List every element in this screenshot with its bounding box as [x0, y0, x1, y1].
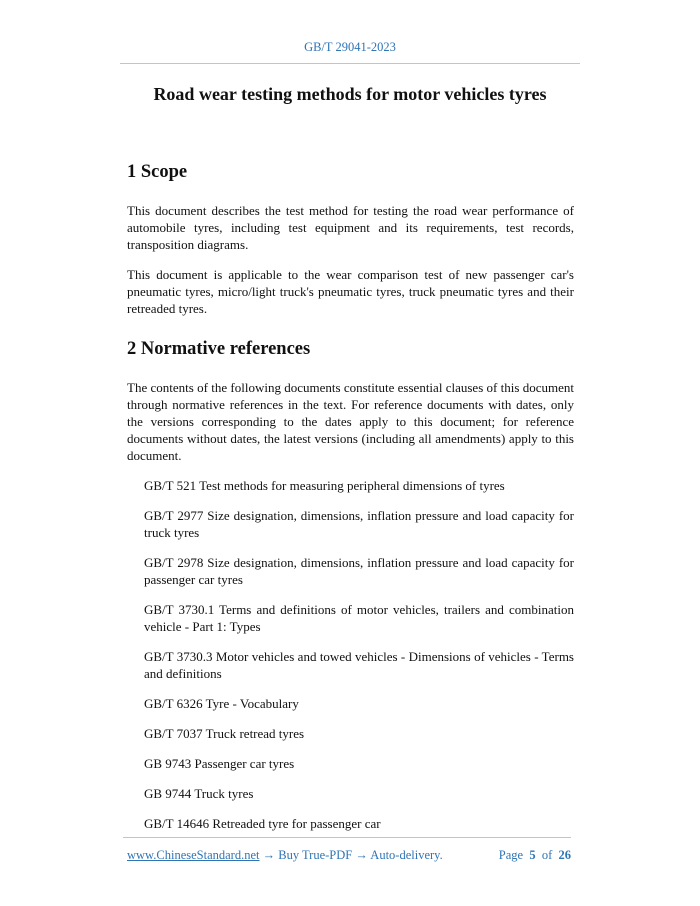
page-current-number: 5: [529, 848, 536, 862]
page-of-label: of: [541, 848, 553, 862]
footer-promo-text: → Buy True-PDF → Auto-delivery.: [259, 848, 443, 862]
reference-item: GB/T 521 Test methods for measuring peripheral dimensions of tyres: [144, 478, 505, 493]
header-doc-code: GB/T 29041-2023: [304, 40, 396, 54]
normative-intro-paragraph: The contents of the following documents constitute essential clauses of this document through normative references in the text. For reference documents with dates, only the versions corresponding to the dates apply to this document; for reference documents without dates, the latest versions (including all amendments) apply to this document.: [127, 380, 574, 463]
document-body: [127, 160, 574, 832]
header-divider: [120, 63, 580, 64]
page-indicator: [499, 848, 571, 863]
reference-item: GB/T 14646 Retreaded tyre for passenger car: [144, 816, 381, 831]
reference-item: GB/T 6326 Tyre - Vocabulary: [144, 696, 299, 711]
reference-item: GB/T 2977 Size designation, dimensions, inflation pressure and load capacity for truck tyres: [144, 508, 574, 540]
scope-paragraph-1: This document describes the test method for testing the road wear performance of automobile tyres, including test equipment and its requirements, test records, transposition diagrams.: [127, 203, 574, 252]
reference-item: GB/T 3730.1 Terms and definitions of motor vehicles, trailers and combination vehicle - Part 1: Types: [144, 602, 574, 634]
normative-reference-list: [127, 477, 574, 832]
reference-item: GB 9743 Passenger car tyres: [144, 756, 295, 771]
website-link[interactable]: www.ChineseStandard.net: [127, 848, 260, 862]
page-label: Page: [498, 848, 524, 862]
page-total-number: 26: [558, 848, 571, 862]
section-heading-normative-references: 2 Normative references: [127, 339, 311, 359]
scope-paragraph-2: This document is applicable to the wear comparison test of new passenger car's pneumatic tyres, micro/light truck's pneumatic tyres, truck pneumatic tyres and their retreaded tyres.: [127, 267, 574, 316]
reference-item: GB/T 7037 Truck retread tyres: [144, 726, 305, 741]
footer-divider: [123, 837, 571, 838]
document-title: Road wear testing methods for motor vehicles tyres: [153, 84, 547, 104]
reference-item: GB 9744 Truck tyres: [144, 786, 254, 801]
page-footer: [127, 848, 571, 863]
reference-item: GB/T 3730.3 Motor vehicles and towed vehicles - Dimensions of vehicles - Terms and definitions: [144, 649, 574, 681]
reference-item: GB/T 2978 Size designation, dimensions, inflation pressure and load capacity for passenger car tyres: [144, 555, 574, 587]
section-heading-scope: 1 Scope: [127, 162, 188, 182]
